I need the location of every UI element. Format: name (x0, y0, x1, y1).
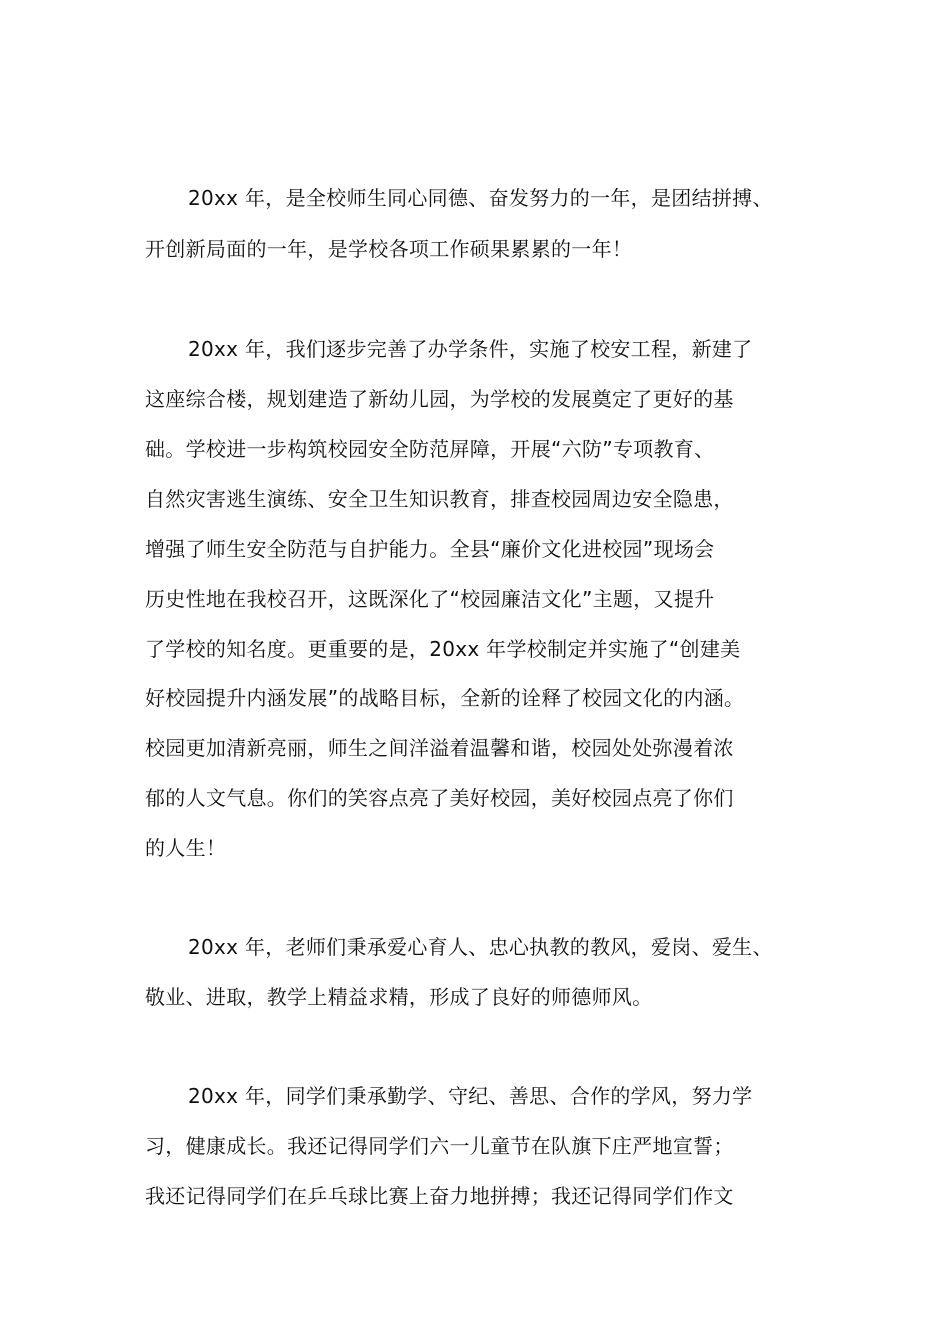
paragraph-line: 20xx 年，是全校师生同心同德、奋发努力的一年，是团结拼搏、 (188, 186, 773, 210)
paragraph-line: 敬业、进取，教学上精益求精，形成了良好的师德师风。 (145, 985, 653, 1009)
paragraph-line: 郁的人文气息。你们的笑容点亮了美好校园，美好校园点亮了你们 (145, 786, 734, 810)
paragraph-line: 我还记得同学们在乒乓球比赛上奋力地拼搏；我还记得同学们作文 (145, 1184, 734, 1208)
paragraph-line: 开创新局面的一年，是学校各项工作硕果累累的一年！ (145, 237, 633, 261)
paragraph-line: 好校园提升内涵发展”的战略目标，全新的诠释了校园文化的内涵。 (145, 686, 745, 710)
paragraph-line: 习，健康成长。我还记得同学们六一儿童节在队旗下庄严地宣誓； (145, 1134, 734, 1158)
paragraph-line: 20xx 年，我们逐步完善了办学条件，实施了校安工程，新建了 (188, 337, 753, 361)
paragraph-line: 了学校的知名度。更重要的是，20xx 年学校制定并实施了“创建美 (145, 637, 741, 661)
paragraph-line: 自然灾害逃生演练、安全卫生知识教育，排查校园周边安全隐患， (145, 487, 734, 511)
paragraph-line: 20xx 年，同学们秉承勤学、守纪、善思、合作的学风，努力学 (188, 1084, 753, 1108)
paragraph-line: 校园更加清新亮丽，师生之间洋溢着温馨和谐，校园处处弥漫着浓 (145, 736, 734, 760)
paragraph-line: 础。学校进一步构筑校园安全防范屏障，开展“六防”专项教育、 (145, 437, 715, 461)
paragraph-line: 20xx 年，老师们秉承爱心育人、忠心执教的教风，爱岗、爱生、 (188, 935, 773, 959)
paragraph-line: 增强了师生安全防范与自护能力。全县“廉价文化进校园”现场会 (145, 537, 715, 561)
paragraph-line: 历史性地在我校召开，这既深化了“校园廉洁文化”主题，又提升 (145, 587, 715, 611)
paragraph-line: 的人生！ (145, 836, 227, 860)
paragraph-line: 这座综合楼，规划建造了新幼儿园，为学校的发展奠定了更好的基 (145, 387, 734, 411)
